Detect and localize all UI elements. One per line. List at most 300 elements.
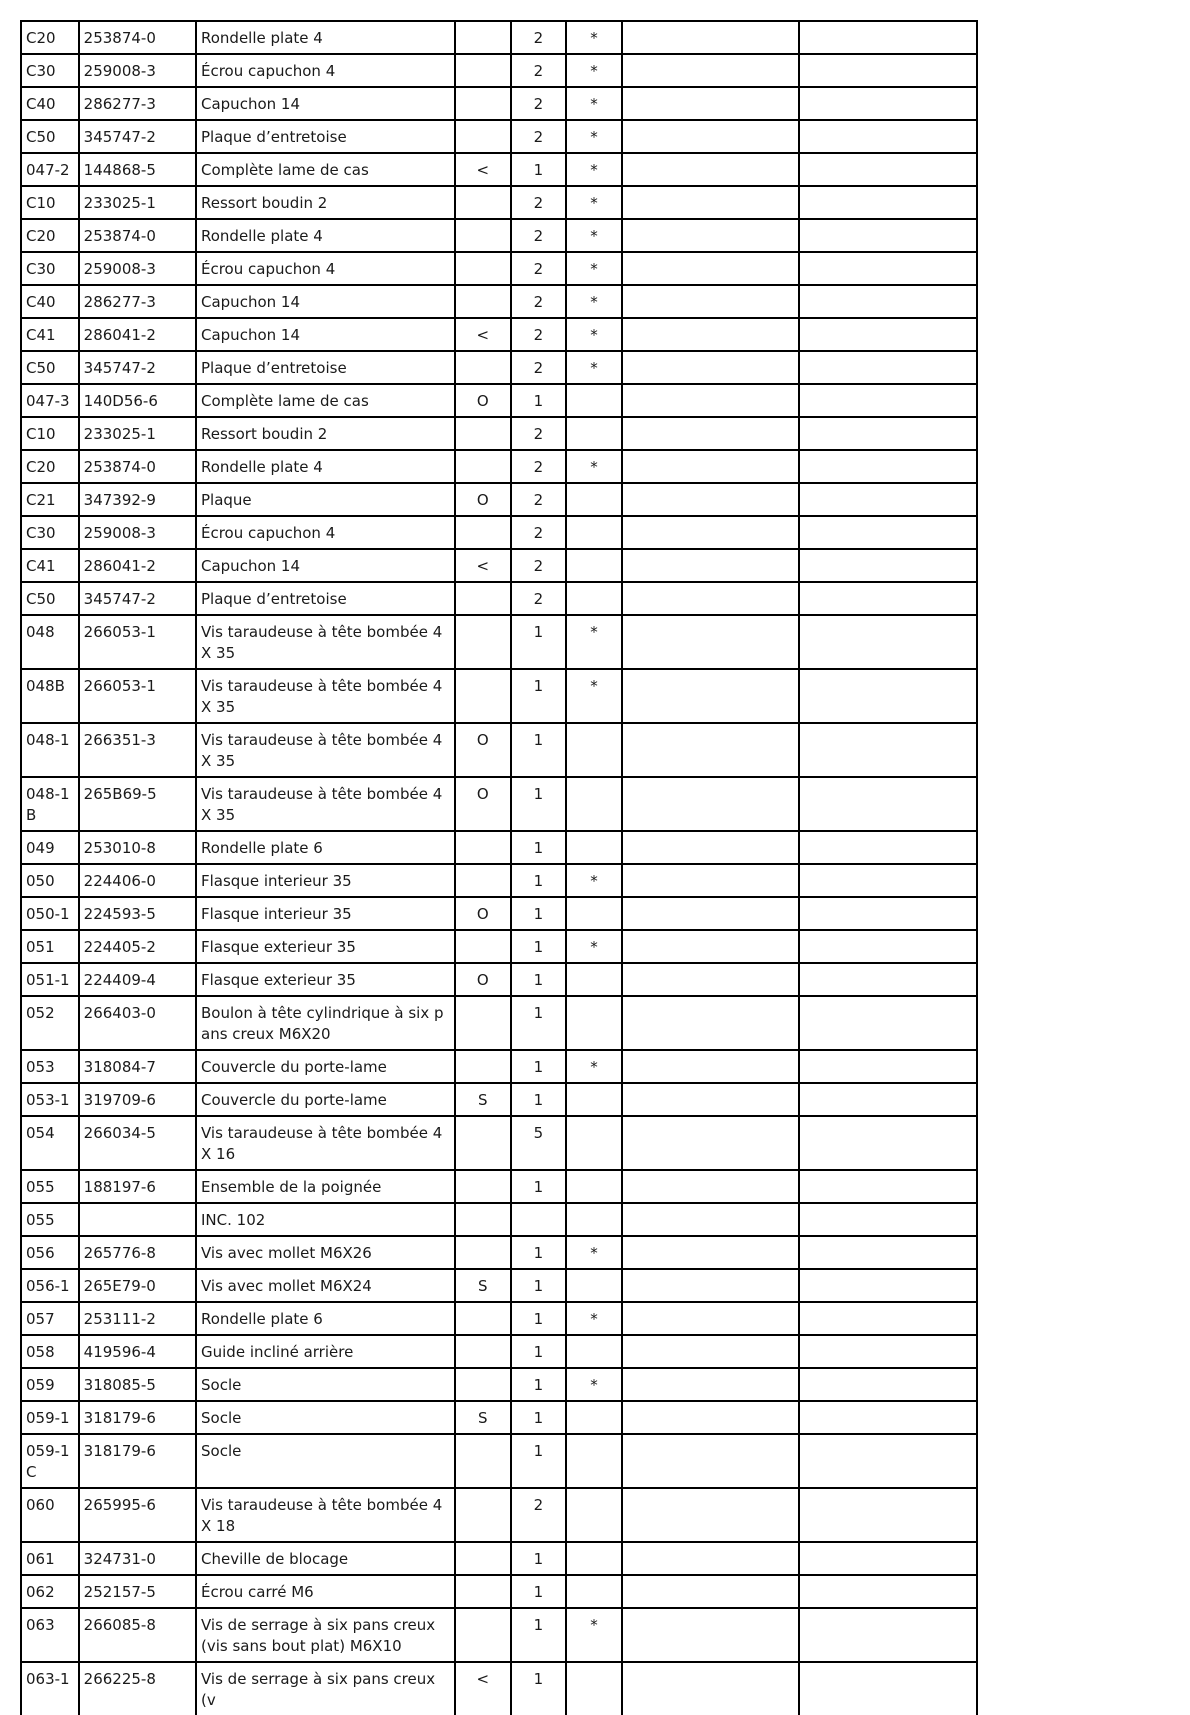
item-number-cell: C40	[21, 285, 79, 318]
part-number-cell: 233025-1	[79, 417, 196, 450]
item-number-cell: 056	[21, 1236, 79, 1269]
empty-cell	[622, 1575, 799, 1608]
empty-cell	[622, 777, 799, 831]
empty-cell	[799, 897, 977, 930]
note-cell	[455, 1116, 511, 1170]
empty-cell	[799, 1542, 977, 1575]
item-number-cell: 050-1	[21, 897, 79, 930]
quantity-cell: 2	[511, 549, 567, 582]
mark-cell	[566, 1575, 622, 1608]
note-cell	[455, 1302, 511, 1335]
part-number-cell: 266403-0	[79, 996, 196, 1050]
empty-cell	[799, 417, 977, 450]
item-number-cell: C30	[21, 54, 79, 87]
empty-cell	[622, 285, 799, 318]
part-number-cell: 266351-3	[79, 723, 196, 777]
table-row	[21, 1662, 977, 1715]
note-cell: O	[455, 723, 511, 777]
empty-cell	[799, 1116, 977, 1170]
note-cell	[455, 864, 511, 897]
empty-cell	[799, 450, 977, 483]
mark-cell: *	[566, 285, 622, 318]
quantity-cell: 1	[511, 1542, 567, 1575]
description-cell: Complète lame de cas	[196, 153, 455, 186]
description-cell: Vis avec mollet M6X26	[196, 1236, 455, 1269]
table-row	[21, 831, 977, 864]
note-cell	[455, 1488, 511, 1542]
description-cell: Vis avec mollet M6X24	[196, 1269, 455, 1302]
note-cell	[455, 1203, 511, 1236]
empty-cell	[799, 285, 977, 318]
table-row	[21, 483, 977, 516]
quantity-cell: 1	[511, 1302, 567, 1335]
mark-cell: *	[566, 153, 622, 186]
item-number-cell: 061	[21, 1542, 79, 1575]
empty-cell	[622, 1203, 799, 1236]
empty-cell	[622, 549, 799, 582]
note-cell	[455, 669, 511, 723]
part-number-cell: 324731-0	[79, 1542, 196, 1575]
empty-cell	[622, 318, 799, 351]
table-row	[21, 1050, 977, 1083]
item-number-cell: 047-2	[21, 153, 79, 186]
part-number-cell: 286277-3	[79, 285, 196, 318]
description-cell: Flasque exterieur 35	[196, 963, 455, 996]
empty-cell	[799, 1083, 977, 1116]
table-row	[21, 582, 977, 615]
part-number-cell: 265E79-0	[79, 1269, 196, 1302]
empty-cell	[799, 669, 977, 723]
item-number-cell: 058	[21, 1335, 79, 1368]
item-number-cell: C30	[21, 252, 79, 285]
item-number-cell: 052	[21, 996, 79, 1050]
empty-cell	[799, 483, 977, 516]
table-row	[21, 1608, 977, 1662]
mark-cell: *	[566, 186, 622, 219]
mark-cell	[566, 1335, 622, 1368]
part-number-cell: 286041-2	[79, 318, 196, 351]
item-number-cell: C41	[21, 549, 79, 582]
quantity-cell: 2	[511, 351, 567, 384]
item-number-cell: 048-1	[21, 723, 79, 777]
mark-cell	[566, 1542, 622, 1575]
part-number-cell: 252157-5	[79, 1575, 196, 1608]
mark-cell: *	[566, 1236, 622, 1269]
quantity-cell: 1	[511, 669, 567, 723]
mark-cell	[566, 417, 622, 450]
item-number-cell: 053-1	[21, 1083, 79, 1116]
empty-cell	[799, 516, 977, 549]
mark-cell	[566, 384, 622, 417]
part-number-cell: 253111-2	[79, 1302, 196, 1335]
table-row	[21, 450, 977, 483]
note-cell	[455, 1170, 511, 1203]
parts-table-body	[21, 21, 977, 1715]
empty-cell	[799, 351, 977, 384]
note-cell	[455, 417, 511, 450]
quantity-cell: 2	[511, 120, 567, 153]
note-cell	[455, 1542, 511, 1575]
item-number-cell: 048B	[21, 669, 79, 723]
empty-cell	[799, 21, 977, 54]
table-row	[21, 963, 977, 996]
empty-cell	[622, 963, 799, 996]
item-number-cell: 048	[21, 615, 79, 669]
empty-cell	[622, 516, 799, 549]
quantity-cell: 1	[511, 1269, 567, 1302]
table-row	[21, 1269, 977, 1302]
empty-cell	[799, 1434, 977, 1488]
quantity-cell: 2	[511, 516, 567, 549]
description-cell: Vis de serrage à six pans creux (v	[196, 1662, 455, 1715]
description-cell: Écrou capuchon 4	[196, 54, 455, 87]
part-number-cell: 253010-8	[79, 831, 196, 864]
mark-cell	[566, 582, 622, 615]
empty-cell	[799, 384, 977, 417]
description-cell: Vis taraudeuse à tête bombée 4X 16	[196, 1116, 455, 1170]
note-cell: O	[455, 384, 511, 417]
note-cell	[455, 930, 511, 963]
empty-cell	[799, 582, 977, 615]
mark-cell: *	[566, 219, 622, 252]
empty-cell	[799, 864, 977, 897]
table-row	[21, 87, 977, 120]
empty-cell	[622, 1434, 799, 1488]
empty-cell	[799, 252, 977, 285]
table-row	[21, 1368, 977, 1401]
item-number-cell: C20	[21, 450, 79, 483]
empty-cell	[622, 930, 799, 963]
quantity-cell: 1	[511, 1050, 567, 1083]
part-number-cell: 259008-3	[79, 252, 196, 285]
empty-cell	[622, 450, 799, 483]
quantity-cell: 2	[511, 186, 567, 219]
part-number-cell: 224593-5	[79, 897, 196, 930]
description-cell: Capuchon 14	[196, 87, 455, 120]
mark-cell	[566, 1203, 622, 1236]
part-number-cell: 265B69-5	[79, 777, 196, 831]
empty-cell	[622, 1488, 799, 1542]
empty-cell	[799, 1236, 977, 1269]
item-number-cell: C10	[21, 186, 79, 219]
quantity-cell: 1	[511, 831, 567, 864]
empty-cell	[799, 930, 977, 963]
empty-cell	[622, 1236, 799, 1269]
mark-cell: *	[566, 1050, 622, 1083]
mark-cell	[566, 777, 622, 831]
empty-cell	[799, 777, 977, 831]
empty-cell	[622, 351, 799, 384]
description-cell: Cheville de blocage	[196, 1542, 455, 1575]
item-number-cell: C20	[21, 219, 79, 252]
empty-cell	[622, 186, 799, 219]
empty-cell	[799, 1488, 977, 1542]
note-cell	[455, 831, 511, 864]
mark-cell: *	[566, 318, 622, 351]
empty-cell	[622, 1170, 799, 1203]
table-row	[21, 120, 977, 153]
mark-cell: *	[566, 252, 622, 285]
mark-cell: *	[566, 930, 622, 963]
quantity-cell: 1	[511, 864, 567, 897]
item-number-cell: 048-1B	[21, 777, 79, 831]
table-row	[21, 54, 977, 87]
part-number-cell: 318179-6	[79, 1434, 196, 1488]
description-cell: Vis taraudeuse à tête bombée 4X 35	[196, 669, 455, 723]
quantity-cell: 1	[511, 1434, 567, 1488]
mark-cell	[566, 1662, 622, 1715]
part-number-cell: 266053-1	[79, 615, 196, 669]
part-number-cell: 345747-2	[79, 582, 196, 615]
quantity-cell: 2	[511, 87, 567, 120]
empty-cell	[622, 1608, 799, 1662]
note-cell	[455, 516, 511, 549]
empty-cell	[799, 87, 977, 120]
note-cell: <	[455, 549, 511, 582]
table-row	[21, 285, 977, 318]
mark-cell	[566, 996, 622, 1050]
item-number-cell: C21	[21, 483, 79, 516]
item-number-cell: C50	[21, 351, 79, 384]
quantity-cell: 2	[511, 252, 567, 285]
empty-cell	[799, 1170, 977, 1203]
part-number-cell: 224405-2	[79, 930, 196, 963]
note-cell	[455, 54, 511, 87]
note-cell	[455, 1608, 511, 1662]
note-cell: <	[455, 153, 511, 186]
note-cell: <	[455, 1662, 511, 1715]
description-cell: Plaque d’entretoise	[196, 351, 455, 384]
item-number-cell: 053	[21, 1050, 79, 1083]
empty-cell	[799, 1335, 977, 1368]
part-number-cell	[79, 1203, 196, 1236]
description-cell: Rondelle plate 4	[196, 219, 455, 252]
note-cell	[455, 996, 511, 1050]
description-cell: Vis taraudeuse à tête bombée 4X 18	[196, 1488, 455, 1542]
mark-cell: *	[566, 1608, 622, 1662]
quantity-cell: 2	[511, 318, 567, 351]
quantity-cell: 1	[511, 615, 567, 669]
empty-cell	[622, 54, 799, 87]
note-cell	[455, 615, 511, 669]
part-number-cell: 224409-4	[79, 963, 196, 996]
table-row	[21, 516, 977, 549]
part-number-cell: 345747-2	[79, 120, 196, 153]
mark-cell	[566, 831, 622, 864]
mark-cell	[566, 483, 622, 516]
empty-cell	[799, 1050, 977, 1083]
table-row	[21, 1083, 977, 1116]
empty-cell	[622, 21, 799, 54]
item-number-cell: 062	[21, 1575, 79, 1608]
quantity-cell: 2	[511, 582, 567, 615]
table-row	[21, 1542, 977, 1575]
part-number-cell: 233025-1	[79, 186, 196, 219]
note-cell	[455, 21, 511, 54]
item-number-cell: 047-3	[21, 384, 79, 417]
empty-cell	[799, 1575, 977, 1608]
empty-cell	[799, 549, 977, 582]
mark-cell	[566, 549, 622, 582]
note-cell	[455, 1050, 511, 1083]
description-cell: Écrou capuchon 4	[196, 252, 455, 285]
part-number-cell: 253874-0	[79, 219, 196, 252]
empty-cell	[799, 219, 977, 252]
description-cell: Complète lame de cas	[196, 384, 455, 417]
quantity-cell: 1	[511, 963, 567, 996]
part-number-cell: 144868-5	[79, 153, 196, 186]
empty-cell	[622, 1116, 799, 1170]
table-row	[21, 897, 977, 930]
table-row	[21, 417, 977, 450]
empty-cell	[622, 582, 799, 615]
empty-cell	[799, 153, 977, 186]
note-cell	[455, 1368, 511, 1401]
item-number-cell: 051-1	[21, 963, 79, 996]
item-number-cell: 060	[21, 1488, 79, 1542]
quantity-cell: 5	[511, 1116, 567, 1170]
empty-cell	[799, 996, 977, 1050]
description-cell: Vis taraudeuse à tête bombée 4X 35	[196, 723, 455, 777]
mark-cell	[566, 897, 622, 930]
note-cell	[455, 582, 511, 615]
item-number-cell: 059-1	[21, 1401, 79, 1434]
note-cell: O	[455, 483, 511, 516]
description-cell: Flasque exterieur 35	[196, 930, 455, 963]
empty-cell	[799, 831, 977, 864]
table-row	[21, 219, 977, 252]
quantity-cell: 1	[511, 1236, 567, 1269]
part-number-cell: 318084-7	[79, 1050, 196, 1083]
empty-cell	[622, 1302, 799, 1335]
empty-cell	[622, 219, 799, 252]
note-cell: <	[455, 318, 511, 351]
mark-cell	[566, 1488, 622, 1542]
note-cell	[455, 351, 511, 384]
table-row	[21, 1335, 977, 1368]
table-row	[21, 1302, 977, 1335]
quantity-cell: 1	[511, 897, 567, 930]
description-cell: Écrou carré M6	[196, 1575, 455, 1608]
mark-cell	[566, 1401, 622, 1434]
mark-cell: *	[566, 1368, 622, 1401]
empty-cell	[799, 120, 977, 153]
empty-cell	[799, 1269, 977, 1302]
quantity-cell: 1	[511, 1662, 567, 1715]
empty-cell	[799, 615, 977, 669]
description-cell: Rondelle plate 6	[196, 1302, 455, 1335]
table-row	[21, 723, 977, 777]
part-number-cell: 265776-8	[79, 1236, 196, 1269]
part-number-cell: 224406-0	[79, 864, 196, 897]
table-row	[21, 669, 977, 723]
table-row	[21, 1488, 977, 1542]
quantity-cell: 1	[511, 384, 567, 417]
description-cell: Boulon à tête cylindrique à six pans creux M6X20	[196, 996, 455, 1050]
note-cell	[455, 1575, 511, 1608]
part-number-cell: 253874-0	[79, 21, 196, 54]
empty-cell	[799, 186, 977, 219]
description-cell: Plaque d’entretoise	[196, 582, 455, 615]
mark-cell	[566, 1116, 622, 1170]
empty-cell	[799, 1401, 977, 1434]
item-number-cell: C41	[21, 318, 79, 351]
table-row	[21, 615, 977, 669]
empty-cell	[799, 1662, 977, 1715]
mark-cell	[566, 1170, 622, 1203]
part-number-cell: 345747-2	[79, 351, 196, 384]
empty-cell	[622, 153, 799, 186]
note-cell: O	[455, 897, 511, 930]
item-number-cell: 059-1C	[21, 1434, 79, 1488]
table-row	[21, 1236, 977, 1269]
table-row	[21, 930, 977, 963]
empty-cell	[622, 1269, 799, 1302]
part-number-cell: 140D56-6	[79, 384, 196, 417]
table-row	[21, 1203, 977, 1236]
mark-cell: *	[566, 351, 622, 384]
part-number-cell: 266034-5	[79, 1116, 196, 1170]
empty-cell	[622, 1662, 799, 1715]
empty-cell	[799, 54, 977, 87]
table-row	[21, 1434, 977, 1488]
note-cell: S	[455, 1401, 511, 1434]
quantity-cell: 1	[511, 930, 567, 963]
quantity-cell: 2	[511, 54, 567, 87]
table-row	[21, 186, 977, 219]
description-cell: Vis taraudeuse à tête bombée 4X 35	[196, 615, 455, 669]
item-number-cell: 059	[21, 1368, 79, 1401]
empty-cell	[799, 1302, 977, 1335]
part-number-cell: 265995-6	[79, 1488, 196, 1542]
part-number-cell: 259008-3	[79, 516, 196, 549]
description-cell: Capuchon 14	[196, 549, 455, 582]
item-number-cell: C50	[21, 120, 79, 153]
table-row	[21, 777, 977, 831]
table-row	[21, 1116, 977, 1170]
empty-cell	[799, 318, 977, 351]
empty-cell	[622, 252, 799, 285]
description-cell: Rondelle plate 6	[196, 831, 455, 864]
empty-cell	[799, 1368, 977, 1401]
item-number-cell: C20	[21, 21, 79, 54]
part-number-cell: 188197-6	[79, 1170, 196, 1203]
description-cell: Ensemble de la poignée	[196, 1170, 455, 1203]
mark-cell	[566, 1083, 622, 1116]
description-cell: Vis de serrage à six pans creux (vis sans bout plat) M6X10	[196, 1608, 455, 1662]
description-cell: Socle	[196, 1434, 455, 1488]
empty-cell	[622, 1050, 799, 1083]
description-cell: Ressort boudin 2	[196, 417, 455, 450]
table-row	[21, 549, 977, 582]
empty-cell	[622, 417, 799, 450]
note-cell	[455, 120, 511, 153]
item-number-cell: 050	[21, 864, 79, 897]
part-number-cell: 318179-6	[79, 1401, 196, 1434]
quantity-cell	[511, 1203, 567, 1236]
part-number-cell: 266085-8	[79, 1608, 196, 1662]
note-cell	[455, 87, 511, 120]
empty-cell	[622, 87, 799, 120]
mark-cell: *	[566, 864, 622, 897]
item-number-cell: C50	[21, 582, 79, 615]
description-cell: Rondelle plate 4	[196, 450, 455, 483]
description-cell: Vis taraudeuse à tête bombée 4X 35	[196, 777, 455, 831]
quantity-cell: 2	[511, 21, 567, 54]
table-row	[21, 1170, 977, 1203]
empty-cell	[622, 831, 799, 864]
quantity-cell: 1	[511, 1335, 567, 1368]
